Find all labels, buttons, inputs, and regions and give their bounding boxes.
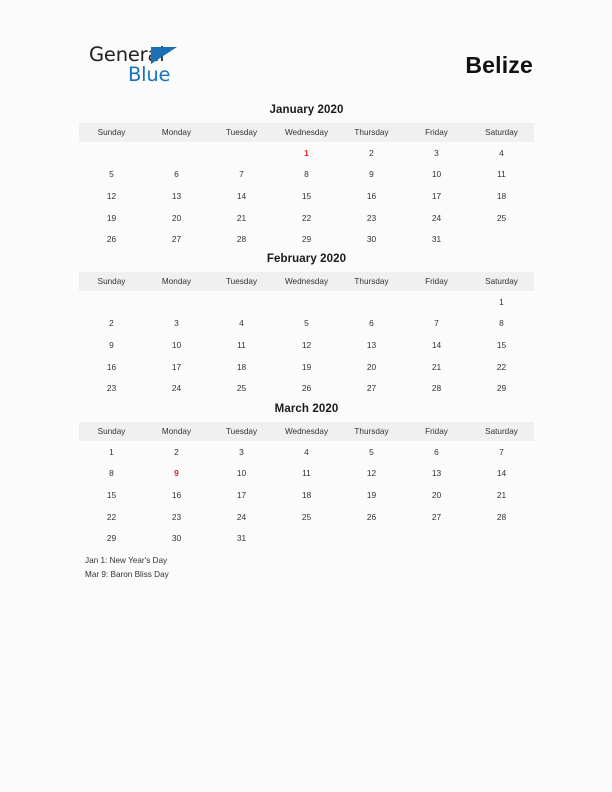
day-cell[interactable]: 31 — [431, 234, 442, 245]
day-cell[interactable]: 7 — [239, 169, 244, 180]
day-cell[interactable]: 5 — [109, 169, 114, 180]
day-cell[interactable]: 3 — [174, 318, 179, 329]
day-cell[interactable]: 27 — [366, 383, 377, 394]
day-cell[interactable]: 20 — [366, 361, 377, 372]
day-cell[interactable]: 7 — [434, 318, 439, 329]
day-cell[interactable]: 21 — [496, 489, 507, 500]
day-cell[interactable]: 25 — [301, 511, 312, 522]
day-cell[interactable]: 29 — [301, 234, 312, 245]
week-row — [79, 527, 534, 549]
week-row — [79, 506, 534, 528]
day-cell[interactable]: 11 — [237, 339, 246, 350]
weekday-header-thursday: Thursday — [339, 422, 404, 441]
week-row — [79, 463, 534, 485]
day-cell[interactable]: 11 — [302, 468, 311, 479]
day-cell[interactable]: 19 — [106, 212, 117, 223]
day-cell[interactable]: 2 — [109, 318, 114, 329]
calendar-month — [79, 403, 534, 549]
weekday-header-saturday: Saturday — [469, 422, 534, 441]
day-cell[interactable]: 13 — [431, 468, 442, 479]
day-cell[interactable]: 27 — [171, 234, 182, 245]
week-row — [79, 142, 534, 164]
day-cell[interactable]: 30 — [366, 234, 377, 245]
month-grid — [79, 123, 534, 250]
day-cell[interactable]: 23 — [366, 212, 377, 223]
weekday-header-row — [79, 422, 534, 441]
week-row — [79, 313, 534, 335]
day-cell[interactable]: 21 — [236, 212, 247, 223]
day-cell[interactable]: 2 — [174, 446, 179, 457]
day-cell[interactable]: 8 — [109, 468, 114, 479]
day-cell[interactable]: 18 — [236, 361, 247, 372]
day-cell[interactable]: 10 — [171, 339, 182, 350]
day-cell[interactable]: 15 — [106, 489, 117, 500]
day-cell-empty — [274, 291, 339, 313]
day-cell[interactable]: 12 — [106, 190, 117, 201]
weekday-header-row — [79, 123, 534, 142]
day-cell[interactable]: 5 — [369, 446, 374, 457]
day-cell-empty — [79, 142, 144, 164]
day-cell[interactable]: 26 — [366, 511, 377, 522]
weekday-header-tuesday: Tuesday — [209, 123, 274, 142]
day-cell[interactable]: 16 — [171, 489, 182, 500]
month-title: February 2020 — [266, 253, 347, 265]
day-cell[interactable]: 21 — [431, 361, 442, 372]
weekday-header-tuesday: Tuesday — [209, 422, 274, 441]
day-cell[interactable]: 16 — [106, 361, 117, 372]
day-cell-empty — [339, 527, 404, 549]
month-grid — [79, 272, 534, 399]
week-row — [79, 377, 534, 399]
weekday-header-thursday: Thursday — [339, 123, 404, 142]
week-row — [79, 334, 534, 356]
day-cell-holiday[interactable]: 9 — [174, 468, 179, 479]
weekday-header-friday: Friday — [404, 123, 469, 142]
day-cell[interactable]: 7 — [499, 446, 504, 457]
day-cell-empty — [404, 527, 469, 549]
day-cell[interactable]: 1 — [109, 446, 114, 457]
holiday-notes — [85, 554, 425, 581]
day-cell[interactable]: 17 — [236, 489, 247, 500]
day-cell[interactable]: 15 — [496, 339, 507, 350]
day-cell-empty — [469, 228, 534, 250]
day-cell[interactable]: 25 — [236, 383, 247, 394]
day-cell[interactable]: 3 — [239, 446, 244, 457]
day-cell[interactable]: 16 — [366, 190, 377, 201]
day-cell[interactable]: 14 — [496, 468, 507, 479]
day-cell[interactable]: 31 — [236, 533, 247, 544]
day-cell[interactable]: 4 — [239, 318, 244, 329]
weekday-header-wednesday: Wednesday — [274, 123, 339, 142]
week-row — [79, 164, 534, 186]
day-cell[interactable]: 29 — [106, 533, 117, 544]
calendar-month — [79, 253, 534, 399]
weekday-header-friday: Friday — [404, 272, 469, 291]
day-cell[interactable]: 26 — [301, 383, 312, 394]
day-cell[interactable]: 2 — [369, 147, 374, 158]
day-cell-empty — [144, 142, 209, 164]
day-cell[interactable]: 9 — [369, 169, 374, 180]
day-cell[interactable]: 13 — [171, 190, 182, 201]
day-cell[interactable]: 20 — [431, 489, 442, 500]
day-cell[interactable]: 6 — [369, 318, 374, 329]
day-cell[interactable]: 17 — [431, 190, 442, 201]
week-row — [79, 185, 534, 207]
day-cell[interactable]: 28 — [496, 511, 507, 522]
month-title: March 2020 — [274, 403, 339, 415]
weekday-header-thursday: Thursday — [339, 272, 404, 291]
day-cell[interactable]: 6 — [434, 446, 439, 457]
day-cell-empty — [79, 291, 144, 313]
day-cell[interactable]: 23 — [106, 383, 117, 394]
day-cell[interactable]: 13 — [366, 339, 377, 350]
weekday-header-monday: Monday — [144, 123, 209, 142]
day-cell[interactable]: 28 — [431, 383, 442, 394]
day-cell[interactable]: 8 — [304, 169, 309, 180]
weekday-header-sunday: Sunday — [79, 272, 144, 291]
week-row — [79, 228, 534, 250]
holiday-note-line: Mar 9: Baron Bliss Day — [85, 569, 169, 579]
weekday-header-monday: Monday — [144, 272, 209, 291]
week-row — [79, 207, 534, 229]
day-cell[interactable]: 26 — [106, 234, 117, 245]
month-title: January 2020 — [269, 104, 344, 116]
month-grid — [79, 422, 534, 549]
day-cell[interactable]: 30 — [171, 533, 182, 544]
day-cell-holiday[interactable]: 1 — [304, 147, 309, 158]
day-cell[interactable]: 1 — [499, 296, 504, 307]
logo-triangle-icon — [151, 47, 177, 64]
day-cell[interactable]: 12 — [301, 339, 312, 350]
day-cell-empty — [209, 291, 274, 313]
week-row — [79, 441, 534, 463]
day-cell[interactable]: 24 — [236, 511, 247, 522]
day-cell[interactable]: 29 — [496, 383, 507, 394]
logo-text-blue: Blue — [128, 63, 171, 86]
day-cell[interactable]: 22 — [496, 361, 507, 372]
day-cell[interactable]: 4 — [304, 446, 309, 457]
day-cell[interactable]: 9 — [109, 339, 114, 350]
weekday-header-monday: Monday — [144, 422, 209, 441]
day-cell-empty — [274, 527, 339, 549]
week-row — [79, 484, 534, 506]
day-cell[interactable]: 4 — [499, 147, 504, 158]
day-cell[interactable]: 10 — [431, 169, 442, 180]
calendar-month — [79, 104, 534, 250]
day-cell-empty — [209, 142, 274, 164]
weekday-header-sunday: Sunday — [79, 422, 144, 441]
weekday-header-friday: Friday — [404, 422, 469, 441]
page-header — [0, 0, 612, 100]
day-cell[interactable]: 8 — [499, 318, 504, 329]
weekday-header-wednesday: Wednesday — [274, 272, 339, 291]
weekday-header-row — [79, 272, 534, 291]
week-row — [79, 291, 534, 313]
weekday-header-saturday: Saturday — [469, 272, 534, 291]
day-cell-empty — [339, 291, 404, 313]
day-cell[interactable]: 14 — [431, 339, 442, 350]
day-cell-empty — [144, 291, 209, 313]
week-row — [79, 356, 534, 378]
weekday-header-saturday: Saturday — [469, 123, 534, 142]
day-cell[interactable]: 27 — [431, 511, 442, 522]
general-blue-logo — [89, 44, 199, 92]
weekday-header-wednesday: Wednesday — [274, 422, 339, 441]
day-cell[interactable]: 15 — [301, 190, 312, 201]
day-cell[interactable]: 3 — [434, 147, 439, 158]
weekday-header-tuesday: Tuesday — [209, 272, 274, 291]
day-cell[interactable]: 20 — [171, 212, 182, 223]
day-cell[interactable]: 10 — [236, 468, 247, 479]
day-cell[interactable]: 14 — [236, 190, 247, 201]
day-cell[interactable]: 28 — [236, 234, 247, 245]
page-title: Belize — [465, 52, 533, 78]
day-cell[interactable]: 19 — [366, 489, 377, 500]
day-cell[interactable]: 22 — [106, 511, 117, 522]
day-cell-empty — [404, 291, 469, 313]
holiday-note-line: Jan 1: New Year's Day — [85, 556, 168, 565]
day-cell[interactable]: 25 — [496, 212, 507, 223]
day-cell[interactable]: 18 — [496, 190, 507, 201]
logo-text-general: General — [89, 43, 165, 66]
day-cell-empty — [469, 527, 534, 549]
day-cell[interactable]: 24 — [431, 212, 442, 223]
day-cell[interactable]: 22 — [301, 212, 312, 223]
day-cell[interactable]: 24 — [171, 383, 182, 394]
day-cell[interactable]: 18 — [301, 489, 312, 500]
day-cell[interactable]: 19 — [301, 361, 312, 372]
day-cell[interactable]: 12 — [366, 468, 377, 479]
weekday-header-sunday: Sunday — [79, 123, 144, 142]
day-cell[interactable]: 23 — [171, 511, 182, 522]
day-cell[interactable]: 6 — [174, 169, 179, 180]
day-cell[interactable]: 17 — [171, 361, 182, 372]
day-cell[interactable]: 5 — [304, 318, 309, 329]
day-cell[interactable]: 11 — [497, 169, 506, 180]
